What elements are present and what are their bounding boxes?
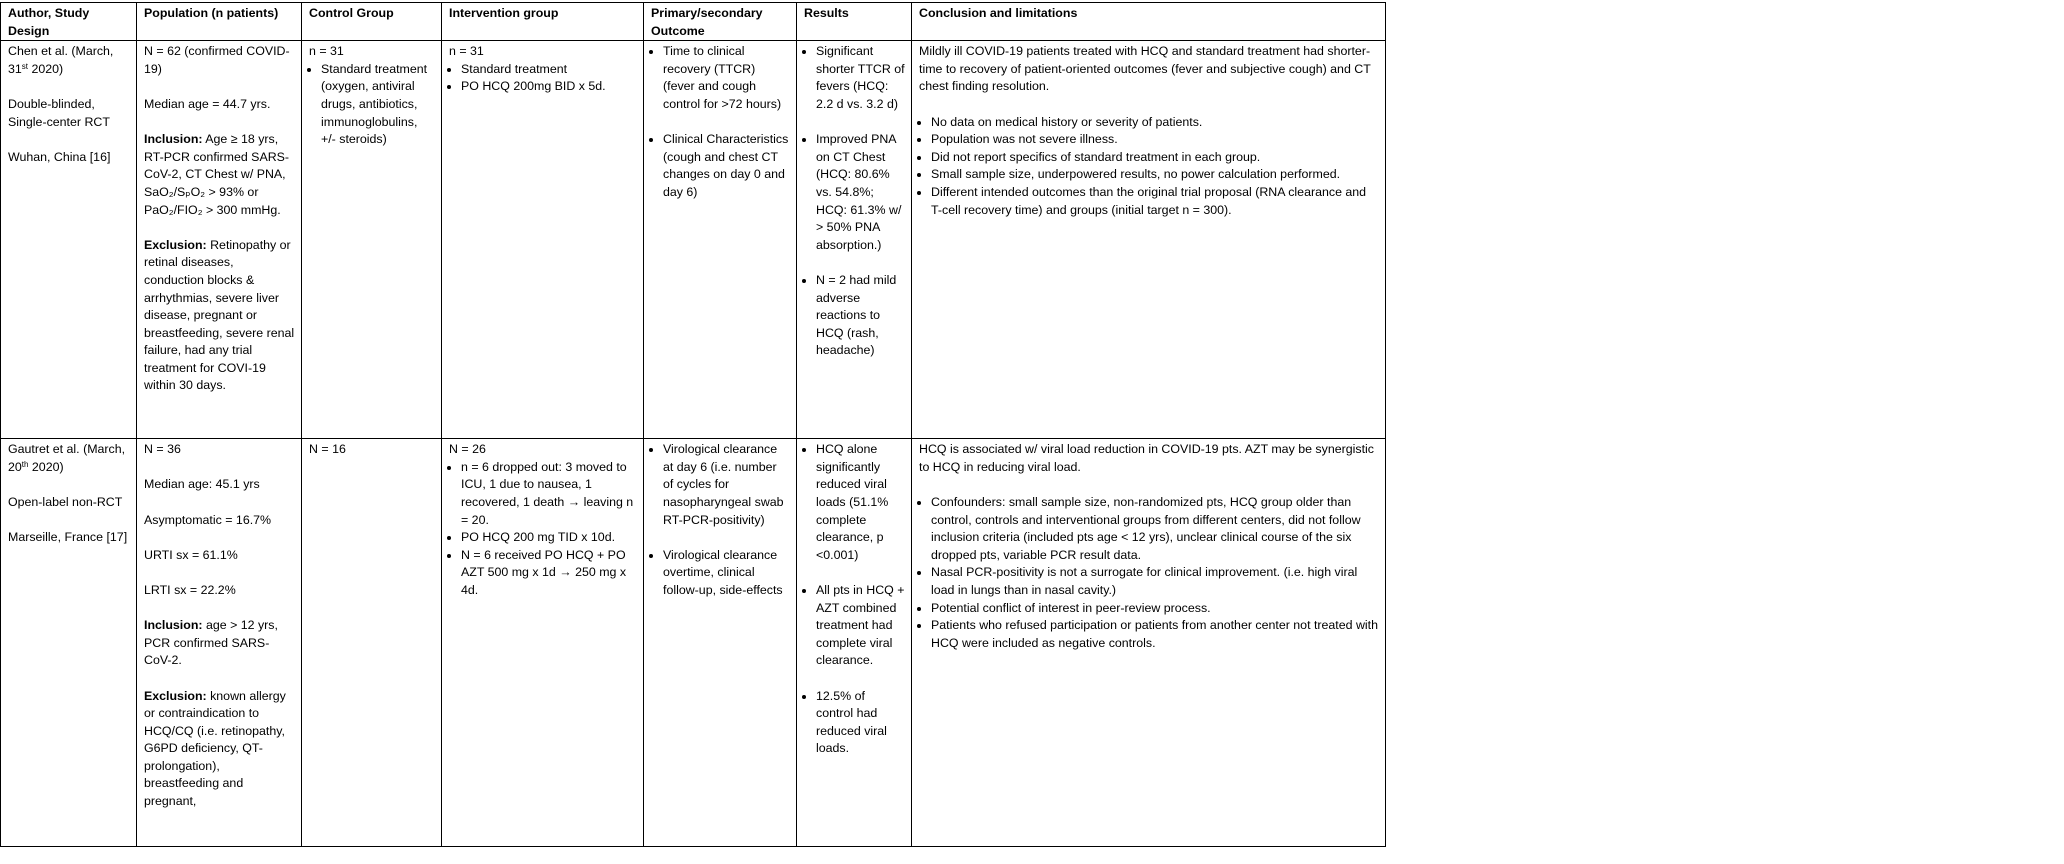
author-year: 2020) bbox=[28, 459, 64, 474]
control-n: n = 31 bbox=[309, 44, 344, 59]
exclusion-label: Exclusion: bbox=[144, 237, 207, 252]
header-population: Population (n patients) bbox=[137, 3, 302, 41]
study-location: Marseille, France [17] bbox=[8, 530, 128, 545]
inclusion-criteria bbox=[144, 131, 295, 219]
list-item: • Small sample size, underpowered results, no power calculation performed. bbox=[931, 166, 1379, 184]
conclusion-cell bbox=[912, 41, 1386, 439]
list-item: • Time to clinical recovery (TTCR) (fever and cough control for >72 hours) bbox=[663, 43, 790, 113]
results-list bbox=[804, 441, 905, 758]
intervention-list bbox=[449, 61, 637, 96]
results-list bbox=[804, 43, 905, 360]
header-results: Results bbox=[797, 3, 912, 41]
author-name bbox=[8, 43, 130, 78]
population-asymptomatic: Asymptomatic = 16.7% bbox=[144, 512, 272, 527]
study-design: Open-label non-RCT bbox=[8, 494, 123, 509]
list-item: • HCQ alone significantly reduced viral loads (51.1% complete clearance, p <0.001) bbox=[816, 441, 905, 564]
intervention-list bbox=[449, 459, 637, 600]
population-n: N = 62 (confirmed COVID-19) bbox=[144, 44, 290, 76]
limitations-list bbox=[919, 494, 1379, 652]
author-year: 2020) bbox=[28, 61, 64, 76]
list-item: • PO HCQ 200 mg TID x 10d. bbox=[461, 529, 637, 547]
outcome-cell bbox=[644, 439, 797, 847]
author-cell bbox=[1, 41, 137, 439]
list-item: • Population was not severe illness. bbox=[931, 131, 1379, 149]
control-list bbox=[309, 61, 435, 149]
list-item: • Confounders: small sample size, non-randomized pts, HCQ group older than control, controls and interventional groups from different centers, did not follow inclusion criteria (included pts age < 12 yrs), unclear clinical course of the six dropped pts, variable PCR result data. bbox=[931, 494, 1379, 564]
date-suffix: st bbox=[21, 61, 29, 71]
outcome-list bbox=[651, 441, 790, 599]
list-item: • N = 2 had mild adverse reactions to HCQ (rash, headache) bbox=[816, 272, 905, 360]
exclusion-text: known allergy or contraindication to HCQ/CQ (i.e. retinopathy, G6PD deficiency, QT-prolongation), breastfeeding and pregnant, bbox=[144, 688, 286, 809]
list-item: • All pts in HCQ + AZT combined treatment had complete viral clearance. bbox=[816, 582, 905, 670]
list-item: • Patients who refused participation or patients from another center not treated with HCQ were included as negative controls. bbox=[931, 617, 1379, 652]
control-cell bbox=[302, 41, 442, 439]
header-outcome: Primary/secondary Outcome bbox=[644, 3, 797, 41]
list-item: • PO HCQ 200mg BID x 5d. bbox=[461, 78, 637, 96]
author-name-text: Gautret et al. (March, 20 bbox=[8, 442, 126, 474]
outcome-list bbox=[651, 43, 790, 201]
study-location: Wuhan, China [16] bbox=[8, 149, 111, 164]
table-row bbox=[1, 41, 1386, 439]
population-urti: URTI sx = 61.1% bbox=[144, 547, 238, 562]
list-item: • Different intended outcomes than the original trial proposal (RNA clearance and T-cell recovery time) and groups (initial target n = 300). bbox=[931, 184, 1379, 219]
exclusion-label: Exclusion: bbox=[144, 688, 207, 703]
list-item: • n = 6 dropped out: 3 moved to ICU, 1 due to nausea, 1 recovered, 1 death → leaving n = 20. bbox=[461, 459, 637, 529]
inclusion-label: Inclusion: bbox=[144, 132, 203, 147]
inclusion-criteria bbox=[144, 617, 295, 670]
list-item: • No data on medical history or severity of patients. bbox=[931, 114, 1379, 132]
population-age: Median age: 45.1 yrs bbox=[144, 477, 260, 492]
inclusion-text: age > 12 yrs, PCR confirmed SARS-CoV-2. bbox=[144, 618, 278, 668]
author-name bbox=[8, 441, 130, 476]
header-intervention: Intervention group bbox=[442, 3, 644, 41]
table-row bbox=[1, 439, 1386, 847]
intervention-n: N = 26 bbox=[449, 442, 486, 457]
header-author: Author, Study Design bbox=[1, 3, 137, 41]
intervention-cell bbox=[442, 41, 644, 439]
exclusion-text: Retinopathy or retinal diseases, conduction blocks & arrhythmias, severe liver disease, pregnant or breastfeeding, severe renal failure, had any trial treatment for COVI-19 within 30 days. bbox=[144, 237, 295, 393]
outcome-cell bbox=[644, 41, 797, 439]
list-item: • N = 6 received PO HCQ + PO AZT 500 mg x 1d → 250 mg x 4d. bbox=[461, 547, 637, 600]
list-item: • 12.5% of control had reduced viral loads. bbox=[816, 688, 905, 758]
control-n: N = 16 bbox=[309, 442, 346, 457]
intervention-cell bbox=[442, 439, 644, 847]
date-suffix: th bbox=[21, 459, 29, 469]
inclusion-text: Age ≥ 18 yrs, RT-PCR confirmed SARS-CoV-2, CT Chest w/ PNA, SaO₂/SₚO₂ > 93% or PaO₂/FIO₂ > 300 mmHg. bbox=[144, 132, 290, 217]
author-cell bbox=[1, 439, 137, 847]
population-n: N = 36 bbox=[144, 442, 181, 457]
limitations-list bbox=[919, 114, 1379, 220]
exclusion-criteria bbox=[144, 237, 295, 395]
conclusion-cell bbox=[912, 439, 1386, 847]
control-cell bbox=[302, 439, 442, 847]
inclusion-label: Inclusion: bbox=[144, 618, 203, 633]
conclusion-summary: HCQ is associated w/ viral load reduction in COVID-19 pts. AZT may be synergistic to HCQ in reducing viral load. bbox=[919, 442, 1374, 474]
list-item: • Did not report specifics of standard treatment in each group. bbox=[931, 149, 1379, 167]
intervention-n: n = 31 bbox=[449, 44, 484, 59]
list-item: • Clinical Characteristics (cough and chest CT changes on day 0 and day 6) bbox=[663, 131, 790, 201]
results-cell bbox=[797, 41, 912, 439]
list-item: • Virological clearance at day 6 (i.e. number of cycles for nasopharyngeal swab RT-PCR-positivity) bbox=[663, 441, 790, 529]
study-design: Double-blinded, Single-center RCT bbox=[8, 96, 110, 129]
header-row bbox=[1, 3, 1386, 41]
header-conclusion: Conclusion and limitations bbox=[912, 3, 1386, 41]
list-item: • Virological clearance overtime, clinical follow-up, side-effects bbox=[663, 547, 790, 600]
header-control: Control Group bbox=[302, 3, 442, 41]
list-item: • Significant shorter TTCR of fevers (HCQ: 2.2 d vs. 3.2 d) bbox=[816, 43, 905, 113]
list-item: • Potential conflict of interest in peer-review process. bbox=[931, 600, 1379, 618]
population-cell bbox=[137, 41, 302, 439]
author-name-text: Chen et al. (March, 31 bbox=[8, 44, 114, 76]
population-age: Median age = 44.7 yrs. bbox=[144, 96, 271, 111]
list-item: • Standard treatment (oxygen, antiviral drugs, antibiotics, immunoglobulins, +/- steroids) bbox=[321, 61, 435, 149]
results-cell bbox=[797, 439, 912, 847]
list-item: • Standard treatment bbox=[461, 61, 637, 79]
population-lrti: LRTI sx = 22.2% bbox=[144, 582, 236, 597]
conclusion-summary: Mildly ill COVID-19 patients treated with HCQ and standard treatment had shorter-time to recovery of patient-oriented outcomes (fever and subjective cough) and CT chest finding resolution. bbox=[919, 44, 1371, 94]
exclusion-criteria bbox=[144, 688, 295, 811]
studies-table bbox=[0, 2, 1386, 847]
list-item: • Nasal PCR-positivity is not a surrogate for clinical improvement. (i.e. high viral load in lungs than in nasal cavity.) bbox=[931, 564, 1379, 599]
population-cell bbox=[137, 439, 302, 847]
list-item: • Improved PNA on CT Chest (HCQ: 80.6% vs. 54.8%; HCQ: 61.3% w/ > 50% PNA absorption.) bbox=[816, 131, 905, 254]
